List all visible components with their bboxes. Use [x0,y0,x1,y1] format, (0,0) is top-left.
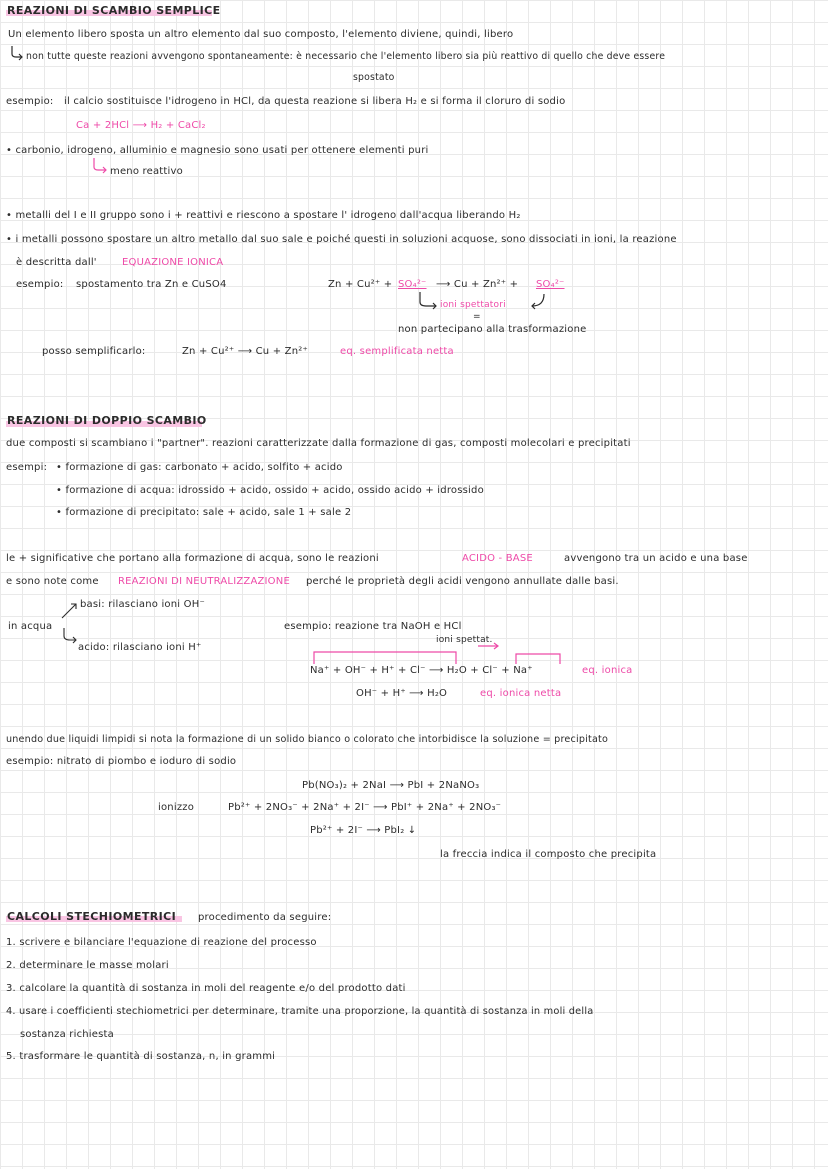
equals-sign: = [473,312,481,322]
text-line: Un elemento libero sposta un altro elemento dal suo composto, l'elemento diviene, quindi, libero [8,29,514,40]
equation: Pb²⁺ + 2NO₃⁻ + 2Na⁺ + 2I⁻ ⟶ PbI⁺ + 2Na⁺ + 2NO₃⁻ [228,802,502,813]
text-line: perché le proprietà degli acidi vengono annullate dalle basi. [306,576,619,587]
text-acido: acido: rilasciano ioni H⁺ [78,642,202,653]
text-line: non partecipano alla trasformazione [398,324,587,335]
text-basi: basi: rilasciano ioni OH⁻ [80,599,205,610]
step-item: 5. trasformare le quantità di sostanza, n, in grammi [6,1051,276,1062]
text-line: avvengono tra un acido e una base [564,553,748,564]
step-item: 1. scrivere e bilanciare l'equazione di reazione del processo [6,937,317,948]
text-line: non tutte queste reazioni avvengono spontaneamente: è necessario che l'elemento libero sia più reattivo di quello che deve essere [26,51,666,62]
equation: Pb(NO₃)₂ + 2NaI ⟶ PbI + 2NaNO₃ [302,780,480,791]
bullet-line: • i metalli possono spostare un altro metallo dal suo sale e poiché questi in soluzioni acquose, sono dissociati in ioni, la reazione [6,234,677,245]
step-item: 3. calcolare la quantità di sostanza in moli del reagente e/o del prodotto dati [6,983,406,994]
curved-arrow-icon [8,46,28,60]
text-line: e sono note come [6,576,99,587]
equation-note: eq. ionica [582,665,633,676]
equation: Ca + 2HCl ⟶ H₂ + CaCl₂ [76,120,206,131]
equation: ⟶ Cu + Zn²⁺ + [436,279,519,290]
step-item: 2. determinare le masse molari [6,960,169,971]
equation: Pb²⁺ + 2I⁻ ⟶ PbI₂ ↓ [310,825,417,836]
list-item: • formazione di precipitato: sale + acido, sale 1 + sale 2 [56,507,352,518]
spectator-ion: SO₄²⁻ [398,279,427,290]
section-title-calcoli: CALCOLI STECHIOMETRICI [7,910,177,923]
note-meno-reattivo: meno reattivo [110,166,183,177]
highlight-term: REAZIONI DI NEUTRALIZZAZIONE [118,576,290,587]
example-label: esempio: [6,96,54,107]
list-item: • formazione di acqua: idrossido + acido, ossido + acido, ossido acido + idrossido [56,485,484,496]
text-line: • carbonio, idrogeno, alluminio e magnesio sono usati per ottenere elementi puri [6,145,429,156]
equation: Zn + Cu²⁺ + [328,279,393,290]
example-text: esempio: nitrato di piombo e ioduro di sodio [6,756,237,767]
text-line: due composti si scambiano i "partner". reazioni caratterizzate dalla formazione di gas, composti molecolari e precipitati [6,438,631,449]
equation-note: eq. semplificata netta [340,346,454,357]
label-ionizzo: ionizzo [158,802,195,813]
equation-note: eq. ionica netta [480,688,562,699]
equation: Zn + Cu²⁺ ⟶ Cu + Zn²⁺ [182,346,308,357]
text-line: unendo due liquidi limpidi si nota la formazione di un solido bianco o colorato che intorbidisce la soluzione = precipitato [6,734,609,745]
ionic-equation: Na⁺ + OH⁻ + H⁺ + Cl⁻ ⟶ H₂O + Cl⁻ + Na⁺ [310,665,533,676]
spectator-ions-label: ioni spettatori [440,300,506,310]
pink-curved-arrow-icon [90,158,112,174]
spectator-ion: SO₄²⁻ [536,279,565,290]
highlight-term: ACIDO - BASE [462,553,533,564]
bullet-line: • metalli del I e II gruppo sono i + reattivi e riescono a spostare l' idrogeno dall'acqua liberando H₂ [6,210,521,221]
text-line: spostato [353,72,395,83]
example-text: il calcio sostituisce l'idrogeno in HCl, da questa reazione si libera H₂ e si forma il cloruro di sodio [64,96,566,107]
net-ionic-equation: OH⁻ + H⁺ ⟶ H₂O [356,688,448,699]
example-text: spostamento tra Zn e CuSO4 [76,279,227,290]
section-title-doppio-scambio: REAZIONI DI DOPPIO SCAMBIO [7,414,207,427]
text-line: è descritta dall' [16,257,97,268]
example-label: esempio: [16,279,64,290]
step-item-cont: sostanza richiesta [20,1029,114,1040]
list-item: • formazione di gas: carbonato + acido, solfito + acido [56,462,343,473]
section-title-scambio-semplice: REAZIONI DI SCAMBIO SEMPLICE [7,4,221,17]
step-item: 4. usare i coefficienti stechiometrici per determinare, tramite una proporzione, la quantità di sostanza in moli della [6,1006,594,1017]
spectator-ions-label: ioni spettat. [436,635,493,645]
subtitle: procedimento da seguire: [198,912,332,923]
text-line: le + significative che portano alla formazione di acqua, sono le reazioni [6,553,379,564]
simplify-label: posso semplificarlo: [42,346,146,357]
highlight-term: EQUAZIONE IONICA [122,257,224,268]
text-in-acqua: in acqua [8,621,53,632]
example-text: esempio: reazione tra NaOH e HCl [284,621,462,632]
example-label: esempi: [6,462,48,473]
text-line: la freccia indica il composto che precipita [440,849,657,860]
